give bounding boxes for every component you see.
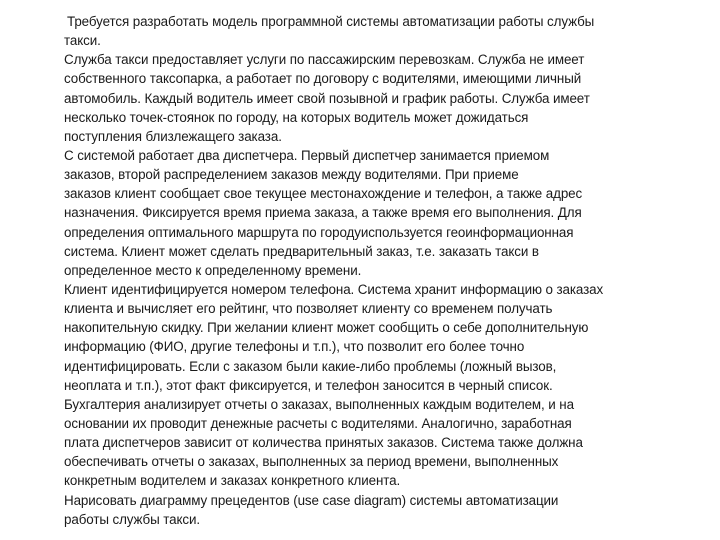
text-line: заказов, второй распределением заказов между водителями. При приеме [64, 167, 519, 183]
text-line: автомобиль. Каждый водитель имеет свой позывной и график работы. Служба имеет [64, 90, 590, 106]
text-line: заказов клиент сообщает свое текущее местонахождение и телефон, а также адрес [64, 186, 583, 202]
text-line: определенное место к определенному времени. [64, 262, 362, 278]
text-line: Бухгалтерия анализирует отчеты о заказах, выполненных каждым водителем, и на [64, 396, 574, 412]
text-line: накопительную скидку. При желании клиент может сообщить о себе дополнительную [64, 320, 589, 336]
text-line: такси. [64, 33, 101, 49]
text-line: информацию (ФИО, другие телефоны и т.п.), что позволит его более точно [64, 339, 525, 355]
text-line: поступления близлежащего заказа. [64, 128, 282, 144]
text-line: Клиент идентифицируется номером телефона. Система хранит информацию о заказах [64, 281, 604, 297]
text-line: идентифицировать. Если с заказом были какие-либо проблемы (ложный вызов, [64, 358, 557, 374]
text-line: Служба такси предоставляет услуги по пассажирским перевозкам. Служба не имеет [64, 52, 585, 68]
text-line: система. Клиент может сделать предварительный заказ, т.е. заказать такси в [64, 243, 539, 259]
text-line: плата диспетчеров зависит от количества принятых заказов. Система также должна [64, 435, 583, 451]
text-line: назначения. Фиксируется время приема заказа, а также время его выполнения. Для [64, 205, 582, 221]
text-line: клиента и вычисляет его рейтинг, что позволяет клиенту со временем получать [64, 301, 553, 317]
text-line: Требуется разработать модель программной системы автоматизации работы службы [67, 14, 595, 29]
text-line: Нарисовать диаграмму прецедентов (use case diagram) системы автоматизации [64, 492, 559, 508]
text-line: определения оптимального маршрута по городуиспользуется геоинформационная [64, 224, 574, 240]
text-line: конкретным водителем и заказах конкретного клиента. [64, 473, 401, 489]
text-line: неоплата и т.п.), этот факт фиксируется, и телефон заносится в черный список. [64, 377, 553, 393]
text-line: работы службы такси. [64, 511, 201, 527]
text-line: обеспечивать отчеты о заказах, выполненных за период времени, выполненных [64, 454, 559, 470]
text-line: С системой работает два диспетчера. Первый диспетчер занимается приемом [64, 147, 550, 163]
text-line: основании их проводит денежные расчеты с водителями. Аналогично, заработная [64, 415, 572, 431]
text-line: собственного таксопарка, а работает по договору с водителями, имеющими личный [64, 71, 582, 87]
text-line: несколько точек-стоянок по городу, на которых водитель может дожидаться [64, 109, 529, 125]
task-text [64, 12, 704, 529]
